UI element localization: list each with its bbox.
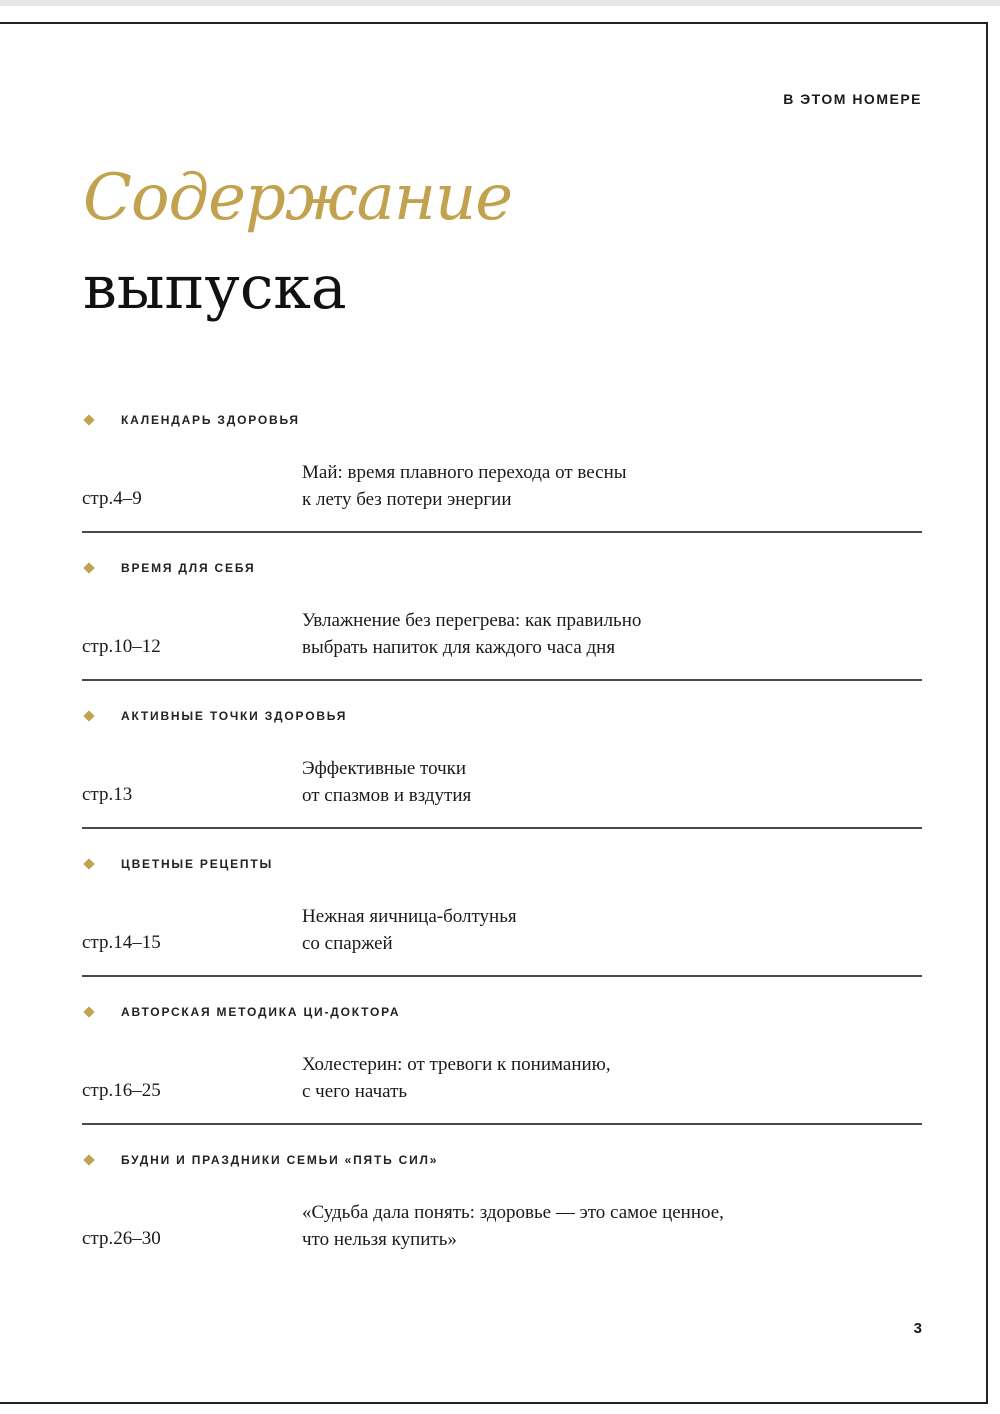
toc-description-line: со спаржей xyxy=(302,933,393,954)
toc-page-range: стр.13 xyxy=(82,784,133,805)
toc-description-line: Холестерин: от тревоги к пониманию, xyxy=(302,1054,611,1075)
toc-category xyxy=(82,857,273,871)
toc-category-label: АКТИВНЫЕ ТОЧКИ ЗДОРОВЬЯ xyxy=(121,709,348,723)
page-number: 3 xyxy=(913,1320,922,1337)
toc-description-line: Эффективные точки xyxy=(302,758,467,779)
toc-description-line: «Судьба дала понять: здоровье — это самое ценное, xyxy=(302,1202,724,1223)
toc-category-label: КАЛЕНДАРЬ ЗДОРОВЬЯ xyxy=(121,413,300,427)
toc-category-label: АВТОРСКАЯ МЕТОДИКА ЦИ-ДОКТОРА xyxy=(121,1005,401,1019)
toc-divider xyxy=(82,531,922,533)
toc-description-line: к лету без потери энергии xyxy=(302,489,512,510)
toc-category-label: БУДНИ И ПРАЗДНИКИ СЕМЬИ «ПЯТЬ СИЛ» xyxy=(121,1153,439,1167)
toc-description xyxy=(302,755,902,809)
toc-page-range: стр.16–25 xyxy=(82,1080,161,1101)
toc-description-line: с чего начать xyxy=(302,1081,408,1102)
section-kicker: В ЭТОМ НОМЕРЕ xyxy=(783,91,922,107)
toc-description-line: что нельзя купить» xyxy=(302,1229,457,1250)
toc-page-range: стр.26–30 xyxy=(82,1228,161,1249)
toc-entry[interactable] xyxy=(82,696,922,844)
table-of-contents xyxy=(82,400,922,1288)
toc-page-range: стр.14–15 xyxy=(82,932,161,953)
page-title-line-1: Содержание xyxy=(83,161,513,235)
top-edge xyxy=(0,0,1000,6)
toc-category xyxy=(82,413,300,427)
toc-category-label: ВРЕМЯ ДЛЯ СЕБЯ xyxy=(121,561,256,575)
toc-entry[interactable] xyxy=(82,400,922,548)
toc-entry[interactable] xyxy=(82,548,922,696)
toc-entry[interactable] xyxy=(82,1140,922,1288)
toc-entry[interactable] xyxy=(82,992,922,1140)
diamond-bullet-icon xyxy=(83,710,94,721)
toc-divider xyxy=(82,679,922,681)
toc-category xyxy=(82,561,255,575)
diamond-bullet-icon xyxy=(83,414,94,425)
diamond-bullet-icon xyxy=(83,858,94,869)
toc-category-label: ЦВЕТНЫЕ РЕЦЕПТЫ xyxy=(121,857,273,871)
toc-description xyxy=(302,903,902,957)
diamond-bullet-icon xyxy=(83,562,94,573)
toc-divider xyxy=(82,827,922,829)
toc-category xyxy=(82,1005,400,1019)
toc-description-line: Нежная яичница-болтунья xyxy=(302,906,517,927)
toc-divider xyxy=(82,975,922,977)
toc-description-line: выбрать напиток для каждого часа дня xyxy=(302,637,616,658)
toc-description xyxy=(302,459,902,513)
diamond-bullet-icon xyxy=(83,1006,94,1017)
toc-description xyxy=(302,607,902,661)
toc-page-range: стр.10–12 xyxy=(82,636,161,657)
toc-category xyxy=(82,709,347,723)
diamond-bullet-icon xyxy=(83,1154,94,1165)
toc-description xyxy=(302,1051,902,1105)
toc-entry[interactable] xyxy=(82,844,922,992)
toc-description-line: от спазмов и вздутия xyxy=(302,785,472,806)
toc-description xyxy=(302,1199,902,1253)
page-title-line-2: выпуска xyxy=(83,253,347,323)
toc-divider xyxy=(82,1123,922,1125)
toc-description-line: Май: время плавного перехода от весны xyxy=(302,462,627,483)
toc-description-line: Увлажнение без перегрева: как правильно xyxy=(302,610,642,631)
toc-page-range: стр.4–9 xyxy=(82,488,142,509)
toc-category xyxy=(82,1153,438,1167)
